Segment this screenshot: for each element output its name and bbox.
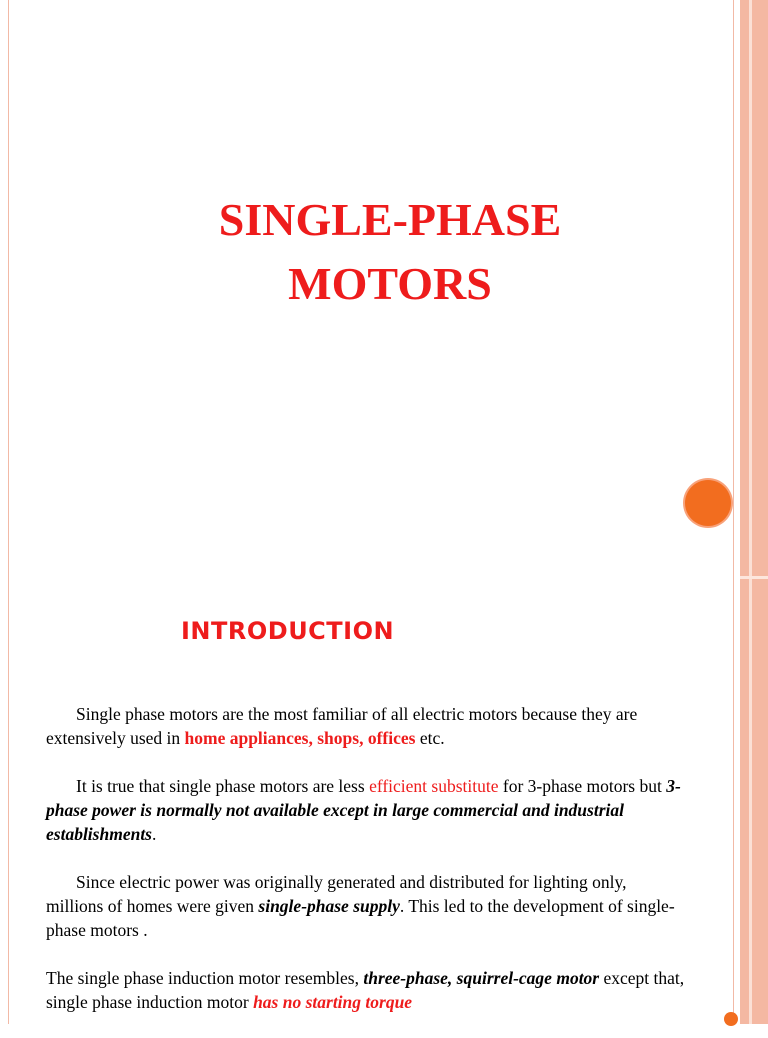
slide-title-line-2: MOTORS xyxy=(288,258,492,309)
paragraph-3 xyxy=(46,870,686,942)
p1-text-a: Single phase motors are the most familiar of all electric motors because they are extensively used in xyxy=(46,704,638,748)
slide-frame-right-line xyxy=(733,0,734,1024)
p4-highlight: has no starting torque xyxy=(253,992,413,1012)
p3-emphasis: single-phase supply xyxy=(258,896,400,916)
p4-emphasis: three-phase, squirrel-cage motor xyxy=(363,968,600,988)
p2-highlight: efficient substitute xyxy=(369,776,499,796)
slide-side-strip xyxy=(740,0,768,1024)
paragraph-4 xyxy=(46,966,686,1014)
p4-text-a: The single phase induction motor resembles, xyxy=(46,968,364,988)
p2-text-a: It is true that single phase motors are less xyxy=(76,776,370,796)
paragraph-2 xyxy=(46,774,686,846)
slide-title-line-1: SINGLE-PHASE xyxy=(218,194,562,245)
side-strip-stripe xyxy=(740,576,768,579)
side-strip-inner-line xyxy=(749,0,752,1024)
p2-emphasis: 3-phase power is normally not available except in large commercial and industrial establishments xyxy=(46,776,681,844)
p2-text-e: . xyxy=(152,824,157,844)
orange-circle-decoration xyxy=(685,480,731,526)
paragraph-1 xyxy=(46,702,686,750)
slide-title xyxy=(100,188,680,316)
section-heading: INTRODUCTION xyxy=(181,617,395,645)
p1-highlight: home appliances, shops, offices xyxy=(184,728,416,748)
p1-text-c: etc. xyxy=(415,728,445,748)
p3-text-a: Since electric power was originally generated and distributed for lighting only, millions of homes were given xyxy=(46,872,627,916)
body-text xyxy=(46,702,686,1038)
p3-text-c: . This led to the development of single-phase motors . xyxy=(46,896,675,940)
p4-text-c: except that, single phase induction motor xyxy=(46,968,685,1012)
slide-frame-left-line xyxy=(8,0,9,1024)
p2-text-c: for 3-phase motors but xyxy=(498,776,667,796)
